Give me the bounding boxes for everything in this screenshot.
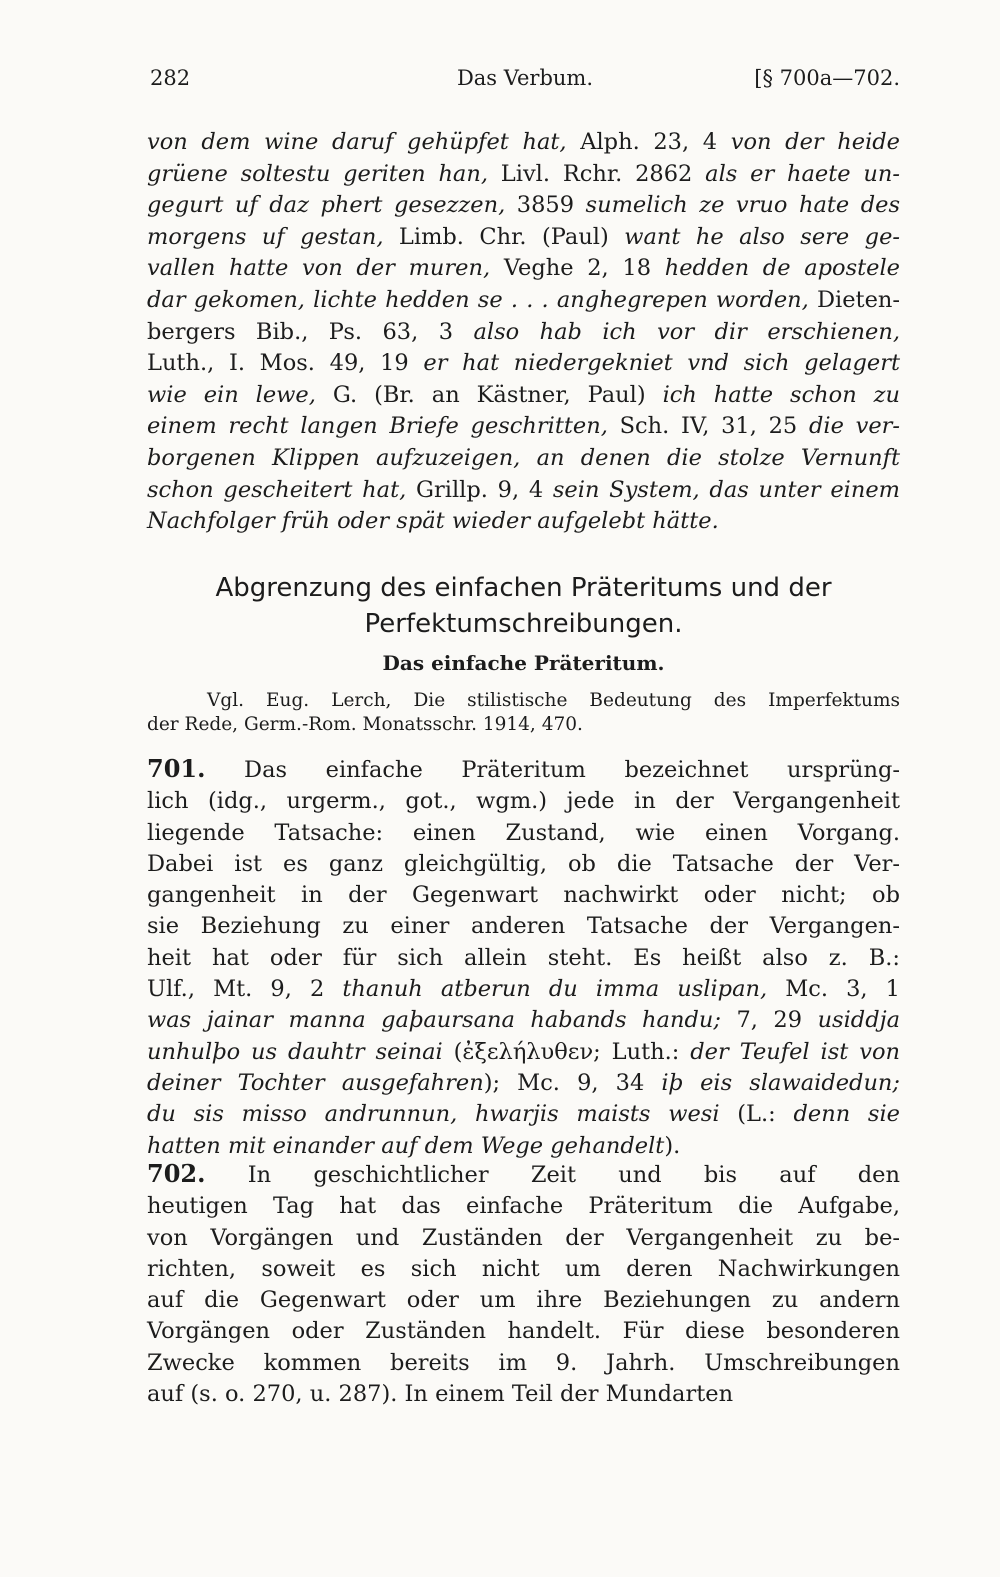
reference-note	[147, 689, 900, 737]
text-line	[147, 1158, 900, 1191]
section-range: [§ 700a—702.	[754, 66, 900, 90]
text-line	[147, 506, 900, 538]
running-header	[150, 66, 900, 96]
roman-text: 3859	[505, 192, 586, 219]
italic-text: deiner Tochter ausgefahren	[147, 1069, 484, 1096]
italic-text: von dem wine daruf gehüpfet hat,	[147, 129, 567, 155]
italic-text: als er haete un-	[705, 160, 900, 187]
text-line	[147, 1285, 900, 1316]
text-line	[147, 753, 900, 786]
italic-text: morgens uf gestan,	[147, 223, 384, 250]
italic-text: vallen hatte von der muren,	[147, 255, 491, 282]
italic-text: denn sie	[793, 1101, 900, 1128]
text-line	[147, 1223, 900, 1254]
italic-text: einem recht langen Briefe geschritten,	[147, 413, 608, 440]
italic-text: sein System, das unter einem	[552, 476, 901, 503]
text-line	[147, 880, 900, 911]
roman-text: auf (s. o. 270, u. 287). In einem Teil der Mundarten	[147, 1381, 734, 1408]
roman-text: heit hat oder für sich allein steht. Es heißt also z. B.:	[147, 944, 900, 971]
italic-text: die ver-	[808, 413, 900, 440]
roman-text: Mc. 3, 1	[767, 976, 900, 1003]
italic-text: sumelich ze vruo hate des	[585, 192, 900, 219]
text-line	[147, 348, 900, 380]
italic-text: borgenen Klippen aufzuzeigen, an denen die stolze Vernunft	[147, 444, 900, 471]
text-line	[147, 475, 900, 507]
text-line	[147, 786, 900, 817]
italic-text: dar gekomen, lichte hedden se . . . anghegrepen worden,	[147, 286, 809, 313]
heading-sub: Das einfache Präteritum.	[382, 651, 665, 675]
roman-text: auf die Gegenwart oder um ihre Beziehungen zu andern	[147, 1287, 900, 1314]
text-line	[147, 1348, 900, 1379]
roman-text: In geschichtlicher Zeit und bis auf den	[205, 1162, 900, 1188]
italic-text: usiddja	[817, 1007, 900, 1034]
roman-text: Livl. Rchr. 2862	[488, 160, 706, 187]
roman-text: lich (idg., urgerm., got., wgm.) jede in der Vergangenheit	[147, 788, 900, 815]
roman-text: (L.:	[719, 1101, 794, 1128]
roman-text: gangenheit in der Gegenwart nachwirkt oder nicht; ob	[147, 882, 900, 909]
text-line	[147, 411, 900, 443]
italic-text: du sis misso andrunnun, hwarjis maists wesi	[147, 1101, 720, 1128]
text-line	[147, 1316, 900, 1347]
italic-text: gegurt uf daz phert gesezzen,	[147, 192, 506, 219]
text-line	[147, 443, 900, 475]
text-line	[147, 285, 900, 317]
heading-main-line-2: Perfektumschreibungen.	[364, 609, 683, 639]
italic-text: schon gescheitert hat,	[147, 476, 407, 503]
text-line	[147, 974, 900, 1005]
roman-text: Veghe 2, 18	[490, 255, 665, 282]
roman-text: Vorgängen oder Zuständen handelt. Für diese besonderen	[147, 1318, 900, 1345]
italic-text: iþ eis slawaidedun;	[661, 1069, 901, 1096]
section-702	[147, 1158, 900, 1410]
text-line	[147, 1254, 900, 1285]
text-line	[147, 1005, 900, 1036]
italic-text: unhulþo us dauhtr seinai	[147, 1038, 443, 1065]
italic-text: Nachfolger früh oder spät wieder aufgelebt hätte.	[147, 508, 719, 535]
text-line	[147, 1191, 900, 1222]
italic-text: hatten mit einander auf dem Wege gehandelt	[147, 1132, 665, 1159]
paragraph-citations	[147, 127, 900, 538]
italic-text: von der heide	[730, 129, 901, 155]
text-line	[147, 1068, 900, 1099]
italic-text: hedden de apostele	[664, 255, 900, 282]
reference-line-1: Vgl. Eug. Lerch, Die stilistische Bedeutung des Imperfektums	[207, 690, 900, 711]
roman-text: Zwecke kommen bereits im 9. Jahrh. Umschreibungen	[147, 1349, 900, 1376]
italic-text: er hat niedergekniet vnd sich gelagert	[423, 350, 900, 377]
roman-text: liegende Tatsache: einen Zustand, wie einen Vorgang.	[147, 819, 900, 846]
text-line	[147, 818, 900, 849]
roman-text: Grillp. 9, 4	[406, 476, 553, 503]
running-title: Das Verbum.	[456, 66, 594, 90]
text-line	[147, 222, 900, 254]
roman-text: ).	[664, 1132, 681, 1159]
roman-text: richten, soweit es sich nicht um deren Nachwirkungen	[147, 1255, 900, 1282]
roman-text: sie Beziehung zu einer anderen Tatsache der Vergangen-	[147, 913, 900, 940]
page-number: 282	[150, 66, 191, 90]
text-line	[147, 943, 900, 974]
roman-text: Luth., I. Mos. 49, 19	[147, 350, 424, 377]
roman-text: G. (Br. an Kästner, Paul)	[315, 381, 663, 408]
text-line	[147, 1379, 900, 1410]
roman-text: (ἐξελήλυθεν; Luth.:	[442, 1038, 691, 1065]
italic-text: was jainar manna gaþaursana habands handu;	[147, 1007, 721, 1034]
section-number: 702.	[147, 1159, 206, 1188]
italic-text: want he also sere ge-	[624, 223, 900, 250]
roman-text: 7, 29	[720, 1007, 818, 1034]
heading-main-line-1: Abgrenzung des einfachen Präteritums und der	[215, 573, 832, 603]
text-line	[147, 317, 900, 349]
roman-text: Ulf., Mt. 9, 2	[147, 976, 343, 1003]
italic-text: also hab ich vor dir erschienen,	[473, 318, 900, 345]
roman-text: Sch. IV, 31, 25	[607, 413, 809, 440]
text-line	[147, 253, 900, 285]
italic-text: thanuh atberun du imma uslipan,	[342, 976, 768, 1003]
text-line	[147, 380, 900, 412]
roman-text: Dieten-	[808, 286, 901, 313]
reference-line-2: der Rede, Germ.-Rom. Monatsschr. 1914, 470.	[147, 714, 583, 735]
text-line	[147, 1037, 900, 1068]
roman-text: heutigen Tag hat das einfache Präteritum die Aufgabe,	[147, 1193, 900, 1220]
text-line	[147, 159, 900, 191]
section-701	[147, 753, 900, 1162]
roman-text: bergers Bib., Ps. 63, 3	[147, 318, 474, 345]
italic-text: wie ein lewe,	[147, 381, 316, 408]
italic-text: der Teufel ist von	[690, 1038, 901, 1065]
text-line	[147, 1099, 900, 1130]
roman-text: Limb. Chr. (Paul)	[383, 223, 625, 250]
text-line	[147, 190, 900, 222]
roman-text: ); Mc. 9, 34	[483, 1069, 662, 1096]
roman-text: von Vorgängen und Zuständen der Vergangenheit zu be-	[147, 1224, 900, 1251]
text-line	[147, 849, 900, 880]
italic-text: ich hatte schon zu	[662, 381, 900, 408]
roman-text: Das einfache Präteritum bezeichnet ursprüng-	[205, 757, 900, 783]
section-number: 701.	[147, 754, 206, 783]
text-line	[147, 127, 900, 159]
roman-text: Alph. 23, 4	[566, 129, 731, 155]
italic-text: grüene soltestu geriten han,	[147, 160, 488, 187]
roman-text: Dabei ist es ganz gleichgültig, ob die Tatsache der Ver-	[147, 850, 900, 877]
section-heading	[147, 570, 900, 678]
text-line	[147, 911, 900, 942]
